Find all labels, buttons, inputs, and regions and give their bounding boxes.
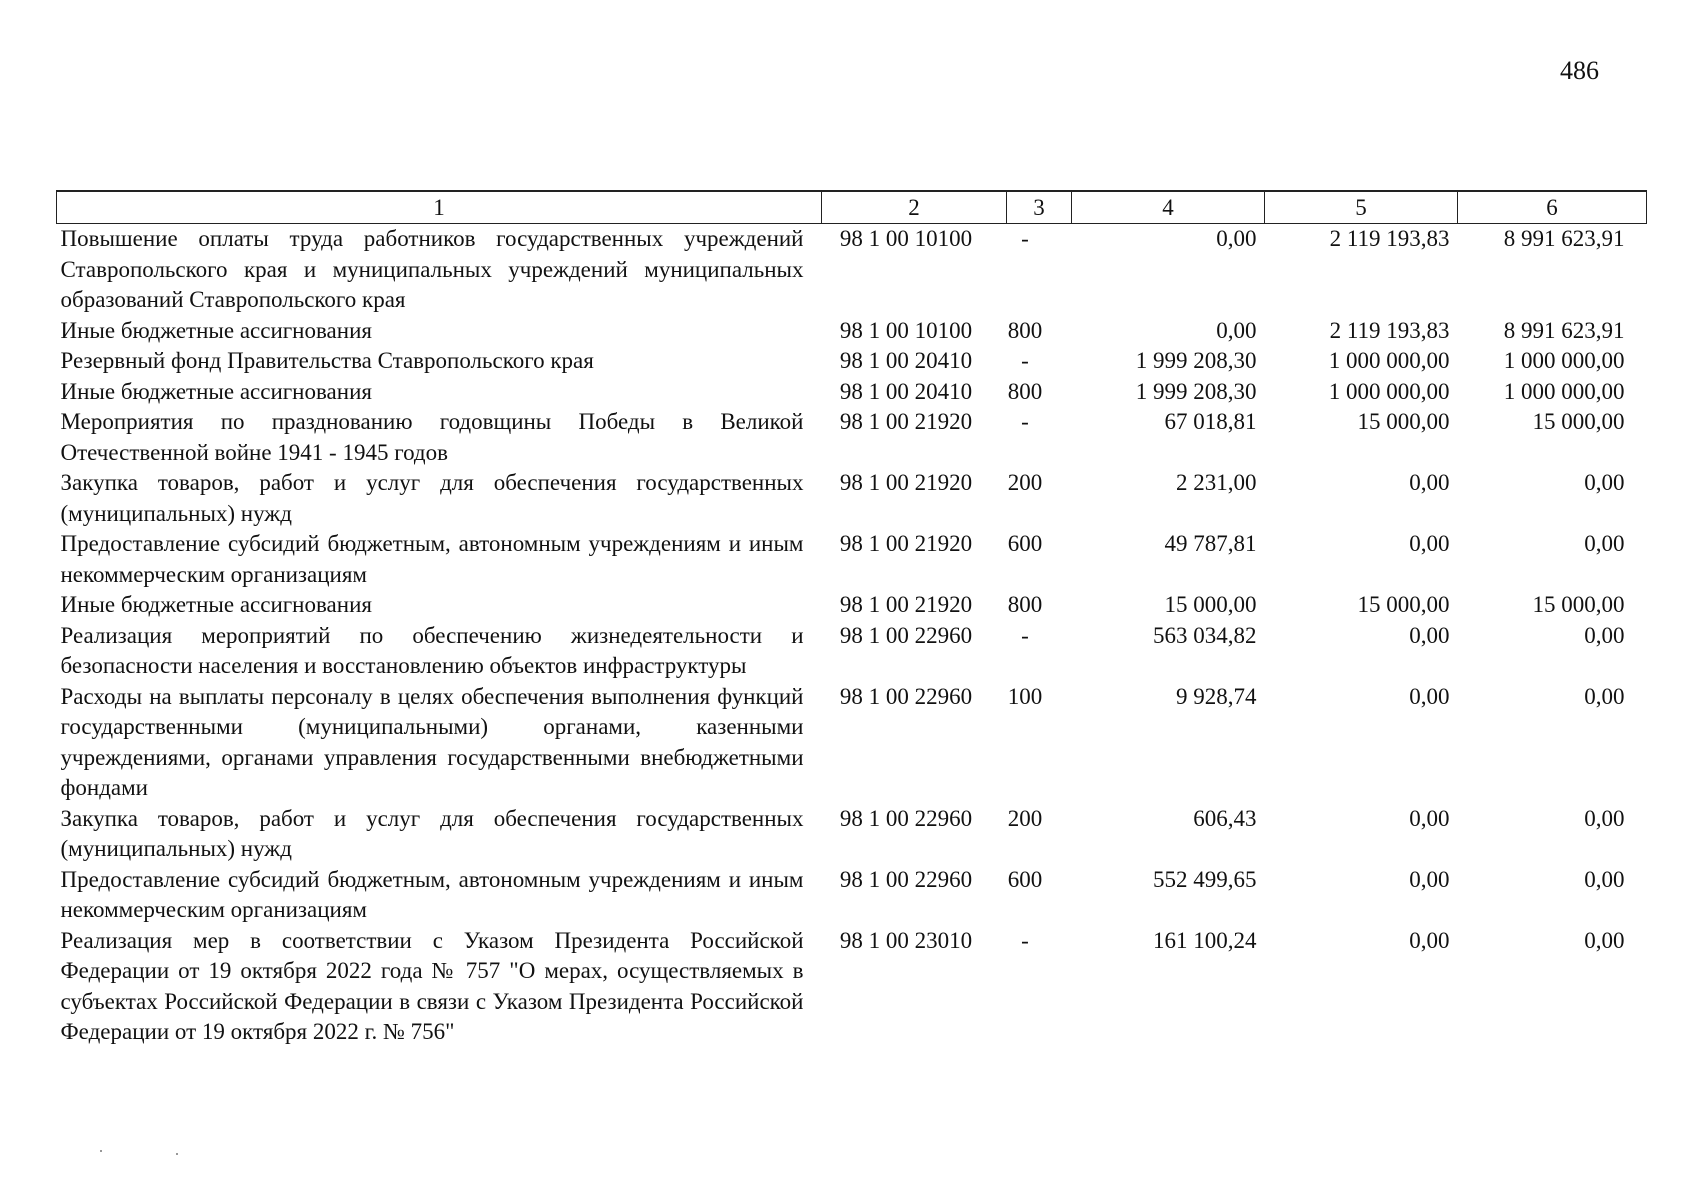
row-expense-type: - [1021, 622, 1029, 648]
row-amount-col6: 8 991 623,91 [1503, 317, 1625, 343]
row-amount-col6: 1 000 000,00 [1503, 348, 1625, 373]
row-amount-col5: 0,00 [1409, 927, 1450, 953]
table-row [57, 682, 1647, 804]
row-code: 98 1 00 22960 [839, 683, 973, 709]
row-amount-col6: 1 000 000,00 [1503, 378, 1625, 404]
table-row [57, 468, 1647, 529]
row-amount-col6: 15 000,00 [1532, 592, 1625, 617]
row-amount-col4: 1 999 208,30 [1135, 378, 1257, 404]
table-header [57, 191, 1647, 224]
row-name: Закупка товаров, работ и услуг для обеспечения государственных (муниципальных) нужд [60, 805, 804, 861]
row-amount-col4: 67 018,81 [1164, 409, 1257, 434]
scan-artifact-dot [176, 1153, 178, 1155]
row-amount-col5: 2 119 193,83 [1329, 317, 1450, 343]
row-amount-col6: 0,00 [1584, 531, 1625, 556]
row-expense-type: 200 [1007, 805, 1043, 831]
row-code: 98 1 00 22960 [839, 805, 973, 831]
row-expense-type: - [1021, 409, 1029, 434]
row-amount-col4: 606,43 [1193, 805, 1257, 831]
table-row [57, 346, 1647, 377]
column-header-6: 6 [1458, 191, 1647, 224]
row-code: 98 1 00 23010 [839, 927, 973, 953]
row-code: 98 1 00 21920 [839, 592, 973, 617]
row-amount-col4: 2 231,00 [1176, 470, 1257, 495]
row-amount-col5: 15 000,00 [1357, 592, 1450, 617]
row-amount-col6: 8 991 623,91 [1503, 226, 1625, 251]
budget-table [56, 190, 1647, 1048]
row-amount-col6: 0,00 [1584, 927, 1625, 953]
row-amount-col4: 552 499,65 [1153, 866, 1257, 892]
row-amount-col5: 1 000 000,00 [1328, 378, 1450, 404]
row-amount-col6: 0,00 [1584, 866, 1625, 892]
column-header-5: 5 [1265, 191, 1458, 224]
row-amount-col5: 1 000 000,00 [1328, 348, 1450, 373]
column-header-2: 2 [822, 191, 1007, 224]
table-row [57, 529, 1647, 590]
table-row [57, 926, 1647, 1048]
row-expense-type: 800 [1007, 317, 1043, 343]
row-amount-col6: 0,00 [1584, 470, 1625, 495]
row-amount-col6: 15 000,00 [1532, 409, 1625, 434]
row-name: Иные бюджетные ассигнования [60, 378, 372, 404]
column-header-4: 4 [1072, 191, 1265, 224]
row-amount-col5: 15 000,00 [1357, 409, 1450, 434]
row-amount-col4: 161 100,24 [1153, 927, 1257, 953]
row-name: Иные бюджетные ассигнования [60, 317, 372, 343]
row-code: 98 1 00 21920 [839, 531, 973, 556]
row-amount-col5: 0,00 [1409, 866, 1450, 892]
row-code: 98 1 00 20410 [839, 378, 973, 404]
table-row [57, 377, 1647, 408]
row-expense-type: 800 [1007, 378, 1043, 404]
row-amount-col4: 15 000,00 [1164, 592, 1257, 617]
row-expense-type: - [1021, 927, 1029, 953]
table-row [57, 224, 1647, 316]
table-row [57, 407, 1647, 468]
row-code: 98 1 00 21920 [839, 409, 973, 434]
row-amount-col4: 49 787,81 [1164, 531, 1257, 556]
row-expense-type: - [1021, 226, 1029, 251]
row-amount-col5: 0,00 [1409, 531, 1450, 556]
row-code: 98 1 00 22960 [839, 622, 973, 648]
row-amount-col6: 0,00 [1584, 622, 1625, 648]
row-expense-type: 100 [1007, 683, 1043, 709]
row-name: Резервный фонд Правительства Ставропольского края [60, 348, 594, 373]
row-code: 98 1 00 22960 [839, 866, 973, 892]
row-amount-col4: 0,00 [1216, 226, 1257, 251]
row-amount-col5: 0,00 [1409, 622, 1450, 648]
table-row [57, 621, 1647, 682]
row-expense-type: 600 [1007, 866, 1043, 892]
table-row [57, 316, 1647, 347]
table-row [57, 590, 1647, 621]
row-amount-col5: 0,00 [1409, 683, 1450, 709]
page-number: 486 [1560, 56, 1599, 85]
table-row [57, 804, 1647, 865]
row-name: Повышение оплаты труда работников государственных учреждений Ставропольского края и муниципальных учреждений муниципальных образований Ставропольского края [60, 226, 804, 312]
row-amount-col4: 1 999 208,30 [1135, 348, 1257, 373]
row-amount-col4: 0,00 [1216, 317, 1257, 343]
row-code: 98 1 00 10100 [839, 317, 973, 343]
column-header-3: 3 [1007, 191, 1072, 224]
row-expense-type: 800 [1007, 592, 1043, 617]
row-name: Реализация мероприятий по обеспечению жизнедеятельности и безопасности населения и восстановлению объектов инфраструктуры [60, 622, 804, 678]
row-name: Предоставление субсидий бюджетным, автономным учреждениям и иным некоммерческим организациям [60, 531, 804, 587]
row-amount-col5: 0,00 [1409, 805, 1450, 831]
row-name: Реализация мер в соответствии с Указом Президента Российской Федерации от 19 октября 2022 года № 757 "О мерах, осуществляемых в субъектах Российской Федерации в связи с Указом Президента Российской Федерации от 19 октября 2022 г. № 756" [60, 927, 804, 1044]
table-row [57, 865, 1647, 926]
row-code: 98 1 00 20410 [839, 348, 973, 373]
row-code: 98 1 00 21920 [839, 470, 973, 495]
row-name: Расходы на выплаты персоналу в целях обеспечения выполнения функций государственными (муниципальными) органами, казенными учреждениями, органами управления государственными внебюджетными фондами [60, 683, 804, 800]
row-expense-type: - [1021, 348, 1029, 373]
row-amount-col4: 563 034,82 [1153, 622, 1257, 648]
row-expense-type: 600 [1007, 531, 1043, 556]
row-amount-col4: 9 928,74 [1176, 683, 1257, 709]
row-expense-type: 200 [1007, 470, 1043, 495]
row-amount-col5: 2 119 193,83 [1329, 226, 1450, 251]
column-header-1: 1 [57, 191, 822, 224]
row-name: Закупка товаров, работ и услуг для обеспечения государственных (муниципальных) нужд [60, 470, 804, 526]
row-name: Мероприятия по празднованию годовщины Победы в Великой Отечественной войне 1941 - 1945 годов [60, 409, 804, 465]
scan-artifact-dot [100, 1150, 102, 1152]
row-amount-col5: 0,00 [1409, 470, 1450, 495]
row-name: Предоставление субсидий бюджетным, автономным учреждениям и иным некоммерческим организациям [60, 866, 804, 922]
row-amount-col6: 0,00 [1584, 683, 1625, 709]
row-amount-col6: 0,00 [1584, 805, 1625, 831]
row-code: 98 1 00 10100 [839, 226, 973, 251]
table-body [57, 224, 1647, 1048]
row-name: Иные бюджетные ассигнования [60, 592, 372, 617]
header-row [57, 191, 1647, 224]
